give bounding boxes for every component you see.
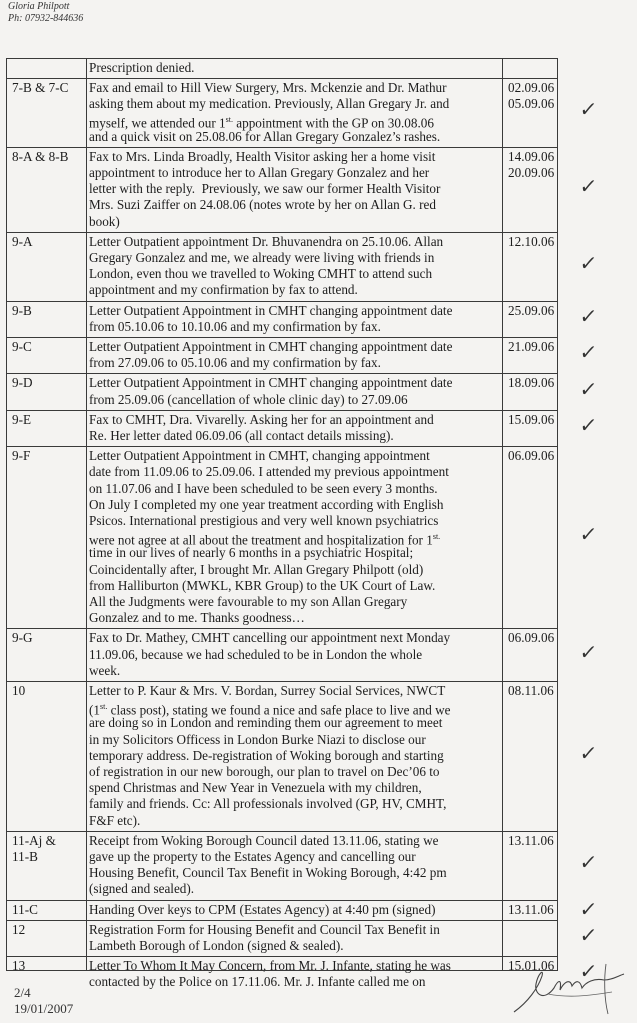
row-description-line: Letter Outpatient Appointment in CMHT, changing appointment [89, 448, 430, 464]
row-divider [6, 831, 558, 832]
row-description-line: F&F etc). [89, 812, 141, 828]
document-header [8, 1, 83, 25]
row-divider [6, 446, 558, 447]
row-description-line: Re. Her letter dated 06.09.06 (all contact details missing). [89, 428, 394, 443]
row-divider [6, 681, 558, 682]
column-rule-1 [6, 59, 7, 971]
row-description-line: (signed and sealed). [89, 881, 195, 897]
row-description-line: week. [89, 662, 121, 678]
row-description-line: contacted by the Police on 17.11.06. Mr. J. Infante called me on [89, 974, 426, 990]
row-ref: 9-F [12, 448, 31, 464]
row-description-line: Fax to Mrs. Linda Broadly, Health Visitor asking her a home visit [89, 148, 436, 164]
row-divider [6, 900, 558, 901]
row-description-line: of registration in our new borough, our plan to travel on Dec’06 to [89, 764, 440, 779]
row-description-line: London, even thou we travelled to Woking CMHT to attend such [89, 266, 433, 282]
row-description-line: gave up the property to the Estates Agency and cancelling our [89, 849, 416, 864]
row-description-line: Letter Outpatient appointment Dr. Bhuvanendra on 25.10.06. Allan [89, 233, 444, 249]
handwritten-signature [508, 958, 628, 1018]
carryover-text: Prescription denied. [89, 60, 195, 75]
row-description-line: spend Christmas and New Year in Venezuela with my children, [89, 780, 422, 796]
row-description-line: time in our lives of nearly 6 months in a psychiatric Hospital; [89, 545, 414, 561]
row-divider [6, 956, 558, 957]
tick-mark: ✓ [578, 639, 599, 664]
row-description-line: 11.09.06, because we had scheduled to be in London the whole [89, 646, 423, 662]
row-description-line: from Halliburton (MWKL, KBR Group) to the UK Court of Law. [89, 577, 436, 593]
row-description-line: ($1^{st.}$ class post), stating we found a nice and safe place to live and we [89, 702, 451, 718]
row-ref: 11-B [12, 849, 38, 864]
row-divider [6, 920, 558, 921]
row-description-line: Letter Outpatient Appointment in CMHT changing appointment date [89, 302, 453, 318]
tick-mark: ✓ [578, 97, 599, 122]
row-description-line: appointment to introduce her to Allan Gregary Gonzalez and her [89, 165, 430, 180]
row-ref: 10 [12, 683, 26, 698]
column-rule-2 [86, 59, 87, 971]
row-description-line: Letter Outpatient Appointment in CMHT changing appointment date [89, 339, 453, 354]
row-ref: 9-C [12, 339, 32, 354]
row-description-line: Letter Outpatient Appointment in CMHT changing appointment date [89, 375, 453, 391]
row-divider [6, 232, 558, 233]
row-ref: 11-Aj & [12, 832, 56, 848]
row-description-line: Fax to Dr. Mathey, CMHT cancelling our appointment next Monday [89, 630, 451, 646]
row-date: 18.09.06 [508, 375, 555, 391]
row-date: 20.09.06 [508, 165, 555, 180]
row-description-line: Fax to CMHT, Dra. Vivarelly. Asking her for an appointment and [89, 411, 434, 427]
page-footer [14, 985, 73, 1017]
row-date: 25.09.06 [508, 302, 555, 318]
row-date: 06.09.06 [508, 448, 555, 464]
tick-mark: ✓ [578, 959, 599, 984]
row-description-line: on 11.07.06 and I have been scheduled to be seen every 3 months. [89, 480, 438, 496]
row-description-line: Gonzalez and to me. Thanks goodness… [89, 610, 305, 626]
row-divider [6, 373, 558, 374]
row-description-line: Lambeth Borough of London (signed & sealed). [89, 938, 344, 953]
row-ref: 8-A & 8-B [12, 148, 69, 164]
author-phone: Ph: 07932-844636 [8, 13, 84, 24]
column-rule-4 [557, 59, 558, 971]
tick-mark: ✓ [578, 376, 599, 401]
tick-mark: ✓ [578, 340, 599, 365]
row-description-line: from 05.10.06 to 10.10.06 and my confirmation by fax. [89, 318, 381, 334]
row-description-line: from 27.09.06 to 05.10.06 and my confirmation by fax. [89, 355, 381, 371]
tick-mark: ✓ [578, 850, 599, 875]
row-description-line: Letter to P. Kaur & Mrs. V. Bordan, Surrey Social Services, NWCT [89, 683, 446, 698]
row-description-line: Housing Benefit, Council Tax Benefit in Woking Borough, 4:42 pm [89, 865, 447, 881]
row-description-line: All the Judgments were favourable to my son Allan Gregary [89, 594, 408, 609]
row-divider [6, 78, 558, 79]
row-description-line: Letter To Whom It May Concern, from Mr. J. Infante, stating he was [89, 958, 451, 974]
row-ref: 11-C [12, 901, 38, 917]
row-description-line: are doing so in London and reminding them our agreement to meet [89, 715, 443, 731]
row-ref: 9-A [12, 233, 33, 249]
row-description-line: Receipt from Woking Borough Council dated 13.11.06, stating we [89, 832, 439, 848]
tick-mark: ✓ [578, 923, 599, 947]
row-ref: 9-D [12, 375, 33, 391]
row-description-line: Handing Over keys to CPM (Estates Agency) at 4:40 pm (signed) [89, 901, 436, 917]
row-description-line: Coincidentally after, I brought Mr. Allan Gregary Philpott (old) [89, 561, 424, 577]
row-description-line: Registration Form for Housing Benefit and Council Tax Benefit in [89, 921, 440, 937]
row-description-line: were not agree at all about the treatment and hospitalization for $1^{st.}$ [89, 532, 441, 548]
tick-mark: ✓ [578, 251, 599, 276]
row-date: 13.11.06 [508, 901, 554, 917]
row-date: 21.09.06 [508, 339, 555, 354]
row-description-line: Psicos. International prestigious and very well known psychiatrics [89, 513, 439, 528]
footer-date: 19/01/2007 [14, 1001, 74, 1016]
row-date: 06.09.06 [508, 630, 555, 646]
row-date: 15.01.06 [508, 958, 555, 974]
row-date: 05.09.06 [508, 96, 555, 112]
row-ref: 7-B & 7-C [12, 80, 69, 95]
row-description-line: and a quick visit on 25.08.06 for Allan Gregary Gonzalez’s rashes. [89, 128, 441, 144]
page-number: 2/4 [14, 985, 31, 1000]
row-date: 15.09.06 [508, 411, 555, 427]
table-bottom-rule [6, 970, 558, 971]
tick-mark: ✓ [578, 522, 599, 547]
row-description-line: letter with the reply. Previously, we saw our former Health Visitor [89, 181, 441, 197]
row-divider [6, 337, 558, 338]
row-description-line: myself, we attended our $1^{st.}$ appointment with the GP on 30.08.06 [89, 115, 434, 131]
row-date: 02.09.06 [508, 80, 555, 95]
author-name: Gloria Philpott [8, 1, 70, 12]
row-description-line: Mrs. Suzi Zaiffer on 24.08.06 (notes wrote by her on Allan G. red [89, 197, 436, 213]
row-divider [6, 628, 558, 629]
row-ref: 9-E [12, 411, 32, 427]
row-ref: 12 [12, 921, 26, 937]
row-ref: 13 [12, 958, 26, 974]
row-description-line: appointment and my confirmation by fax to attend. [89, 282, 358, 298]
row-description-line: in my Solicitors Officess in London Burke Niazi to disclose our [89, 731, 426, 747]
records-table [6, 58, 558, 990]
row-divider [6, 410, 558, 411]
row-description-line: temporary address. De-registration of Woking borough and starting [89, 747, 444, 763]
tick-mark: ✓ [578, 740, 599, 765]
tick-mark: ✓ [578, 174, 599, 199]
column-rule-3 [502, 59, 503, 971]
tick-mark: ✓ [578, 896, 599, 921]
row-divider [6, 147, 558, 148]
row-description-line: book) [89, 213, 120, 229]
tick-mark: ✓ [578, 303, 599, 328]
row-description-line: date from 11.09.06 to 25.09.06. I attended my previous appointment [89, 464, 449, 480]
row-description-line: On July I completed my one year treatment according with English [89, 496, 444, 512]
row-date: 12.10.06 [508, 233, 555, 249]
row-date: 08.11.06 [508, 683, 554, 698]
row-date: 14.09.06 [508, 148, 555, 164]
row-description-line: from 25.09.06 (cancellation of whole clinic day) to 27.09.06 [89, 391, 408, 407]
row-description-line: asking them about my medication. Previously, Allan Gregary Jr. and [89, 96, 450, 112]
row-divider [6, 301, 558, 302]
tick-mark: ✓ [578, 413, 599, 437]
row-date: 13.11.06 [508, 832, 554, 848]
row-description-line: family and friends. Cc: All professionals involved (GP, HV, CMHT, [89, 796, 447, 812]
row-description-line: Gregary Gonzalez and me, we already were living with friends in [89, 250, 435, 265]
row-description-line: Fax and email to Hill View Surgery, Mrs. Mckenzie and Dr. Mathur [89, 80, 447, 95]
row-ref: 9-B [12, 302, 32, 318]
row-ref: 9-G [12, 630, 33, 646]
